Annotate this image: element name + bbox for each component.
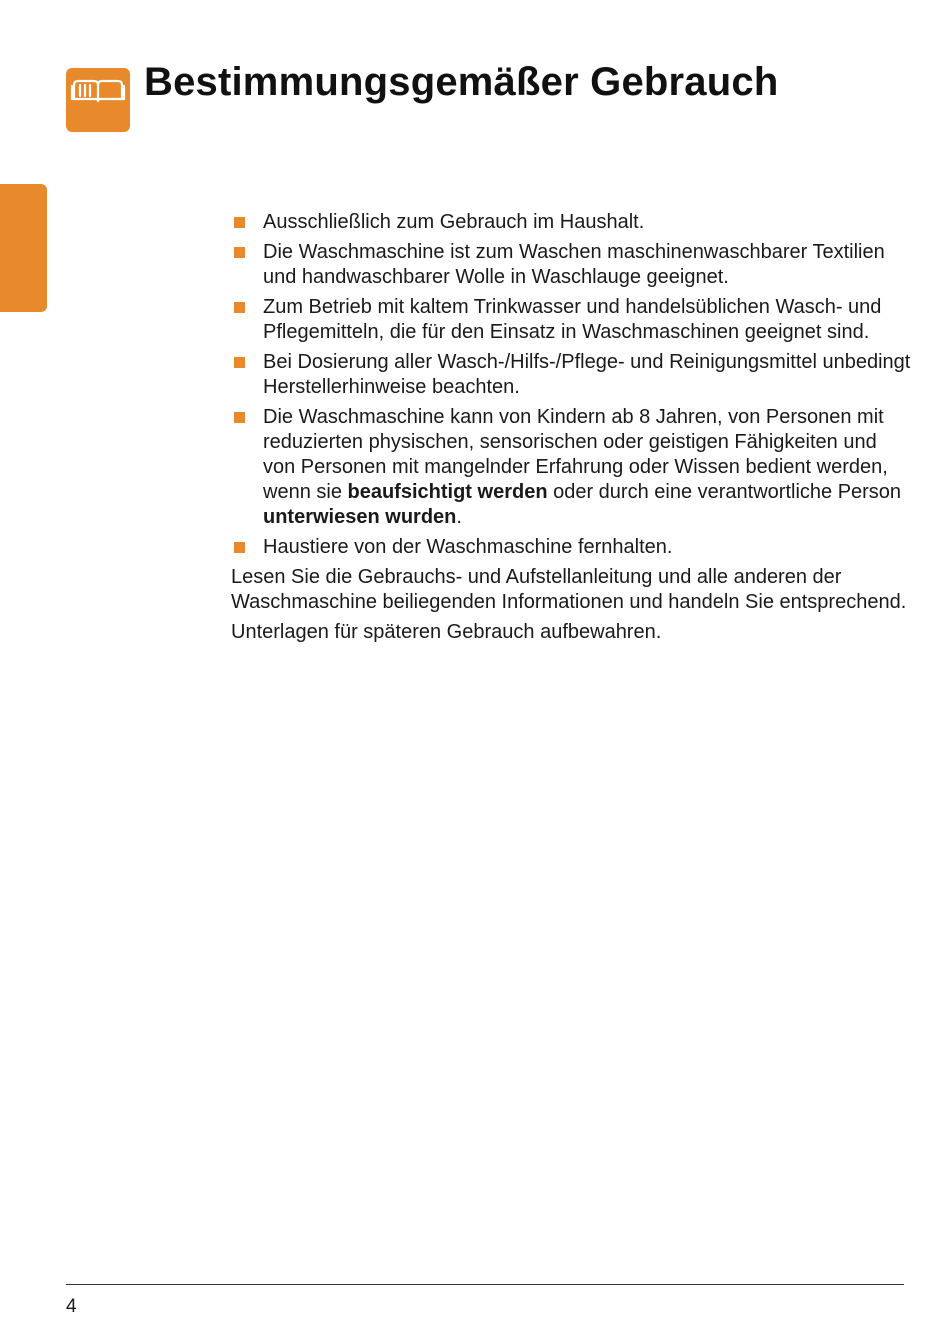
- bullet-text: Ausschließlich zum Gebrauch im Haushalt.: [263, 211, 645, 233]
- bullet-text: Haustiere von der Waschmaschine fernhalten.: [263, 536, 673, 558]
- list-item: [231, 240, 911, 290]
- bullet-text-emphasis: unterwiesen wurden: [263, 506, 457, 528]
- bullet-text-part: Die Waschmaschine kann von Kindern ab 8 Jahren, von Personen mit reduzierten physischen, sensorischen oder geistigen Fähigkeiten und von Personen mit mangelnder Erfahrung oder Wissen bedient werden, wenn sie: [263, 406, 888, 503]
- usage-bullet-list: [231, 210, 911, 560]
- section-side-tab: [0, 184, 47, 312]
- page-number: 4: [66, 1296, 77, 1317]
- bullet-square-icon: [234, 247, 245, 258]
- bullet-text: Bei Dosierung aller Wasch-/Hilfs-/Pflege- und Reinigungsmittel unbedingt Herstellerhinweise beachten.: [263, 351, 911, 398]
- bullet-text-part: oder durch eine verantwortliche Person: [547, 481, 902, 503]
- page-title: Bestimmungsgemäßer Gebrauch: [144, 60, 779, 104]
- footer-divider: [66, 1284, 904, 1285]
- instruction-paragraph: Unterlagen für späteren Gebrauch aufbewahren.: [231, 621, 662, 643]
- list-item: [231, 295, 911, 345]
- bullet-square-icon: [234, 302, 245, 313]
- list-item: [231, 350, 911, 400]
- bullet-square-icon: [234, 357, 245, 368]
- bullet-text: Zum Betrieb mit kaltem Trinkwasser und handelsüblichen Wasch- und Pflegemitteln, die für den Einsatz in Waschmaschinen geeignet sind.: [263, 296, 882, 343]
- list-item: [231, 535, 911, 560]
- bullet-square-icon: [234, 542, 245, 553]
- header-icon-box: [66, 68, 130, 132]
- bullet-text-part: .: [456, 506, 462, 528]
- list-item: [231, 405, 911, 530]
- bullet-text-emphasis: beaufsichtigt werden: [347, 481, 548, 503]
- bullet-square-icon: [234, 412, 245, 423]
- bullet-square-icon: [234, 217, 245, 228]
- list-item: [231, 210, 911, 235]
- instruction-paragraph: Lesen Sie die Gebrauchs- und Aufstellanleitung und alle anderen der Waschmaschine beiliegenden Informationen und handeln Sie entsprechend.: [231, 566, 907, 613]
- main-content: [231, 210, 911, 650]
- book-icon: [66, 68, 130, 132]
- bullet-text: Die Waschmaschine ist zum Waschen maschinenwaschbarer Textilien und handwaschbarer Wolle in Waschlauge geeignet.: [263, 241, 885, 288]
